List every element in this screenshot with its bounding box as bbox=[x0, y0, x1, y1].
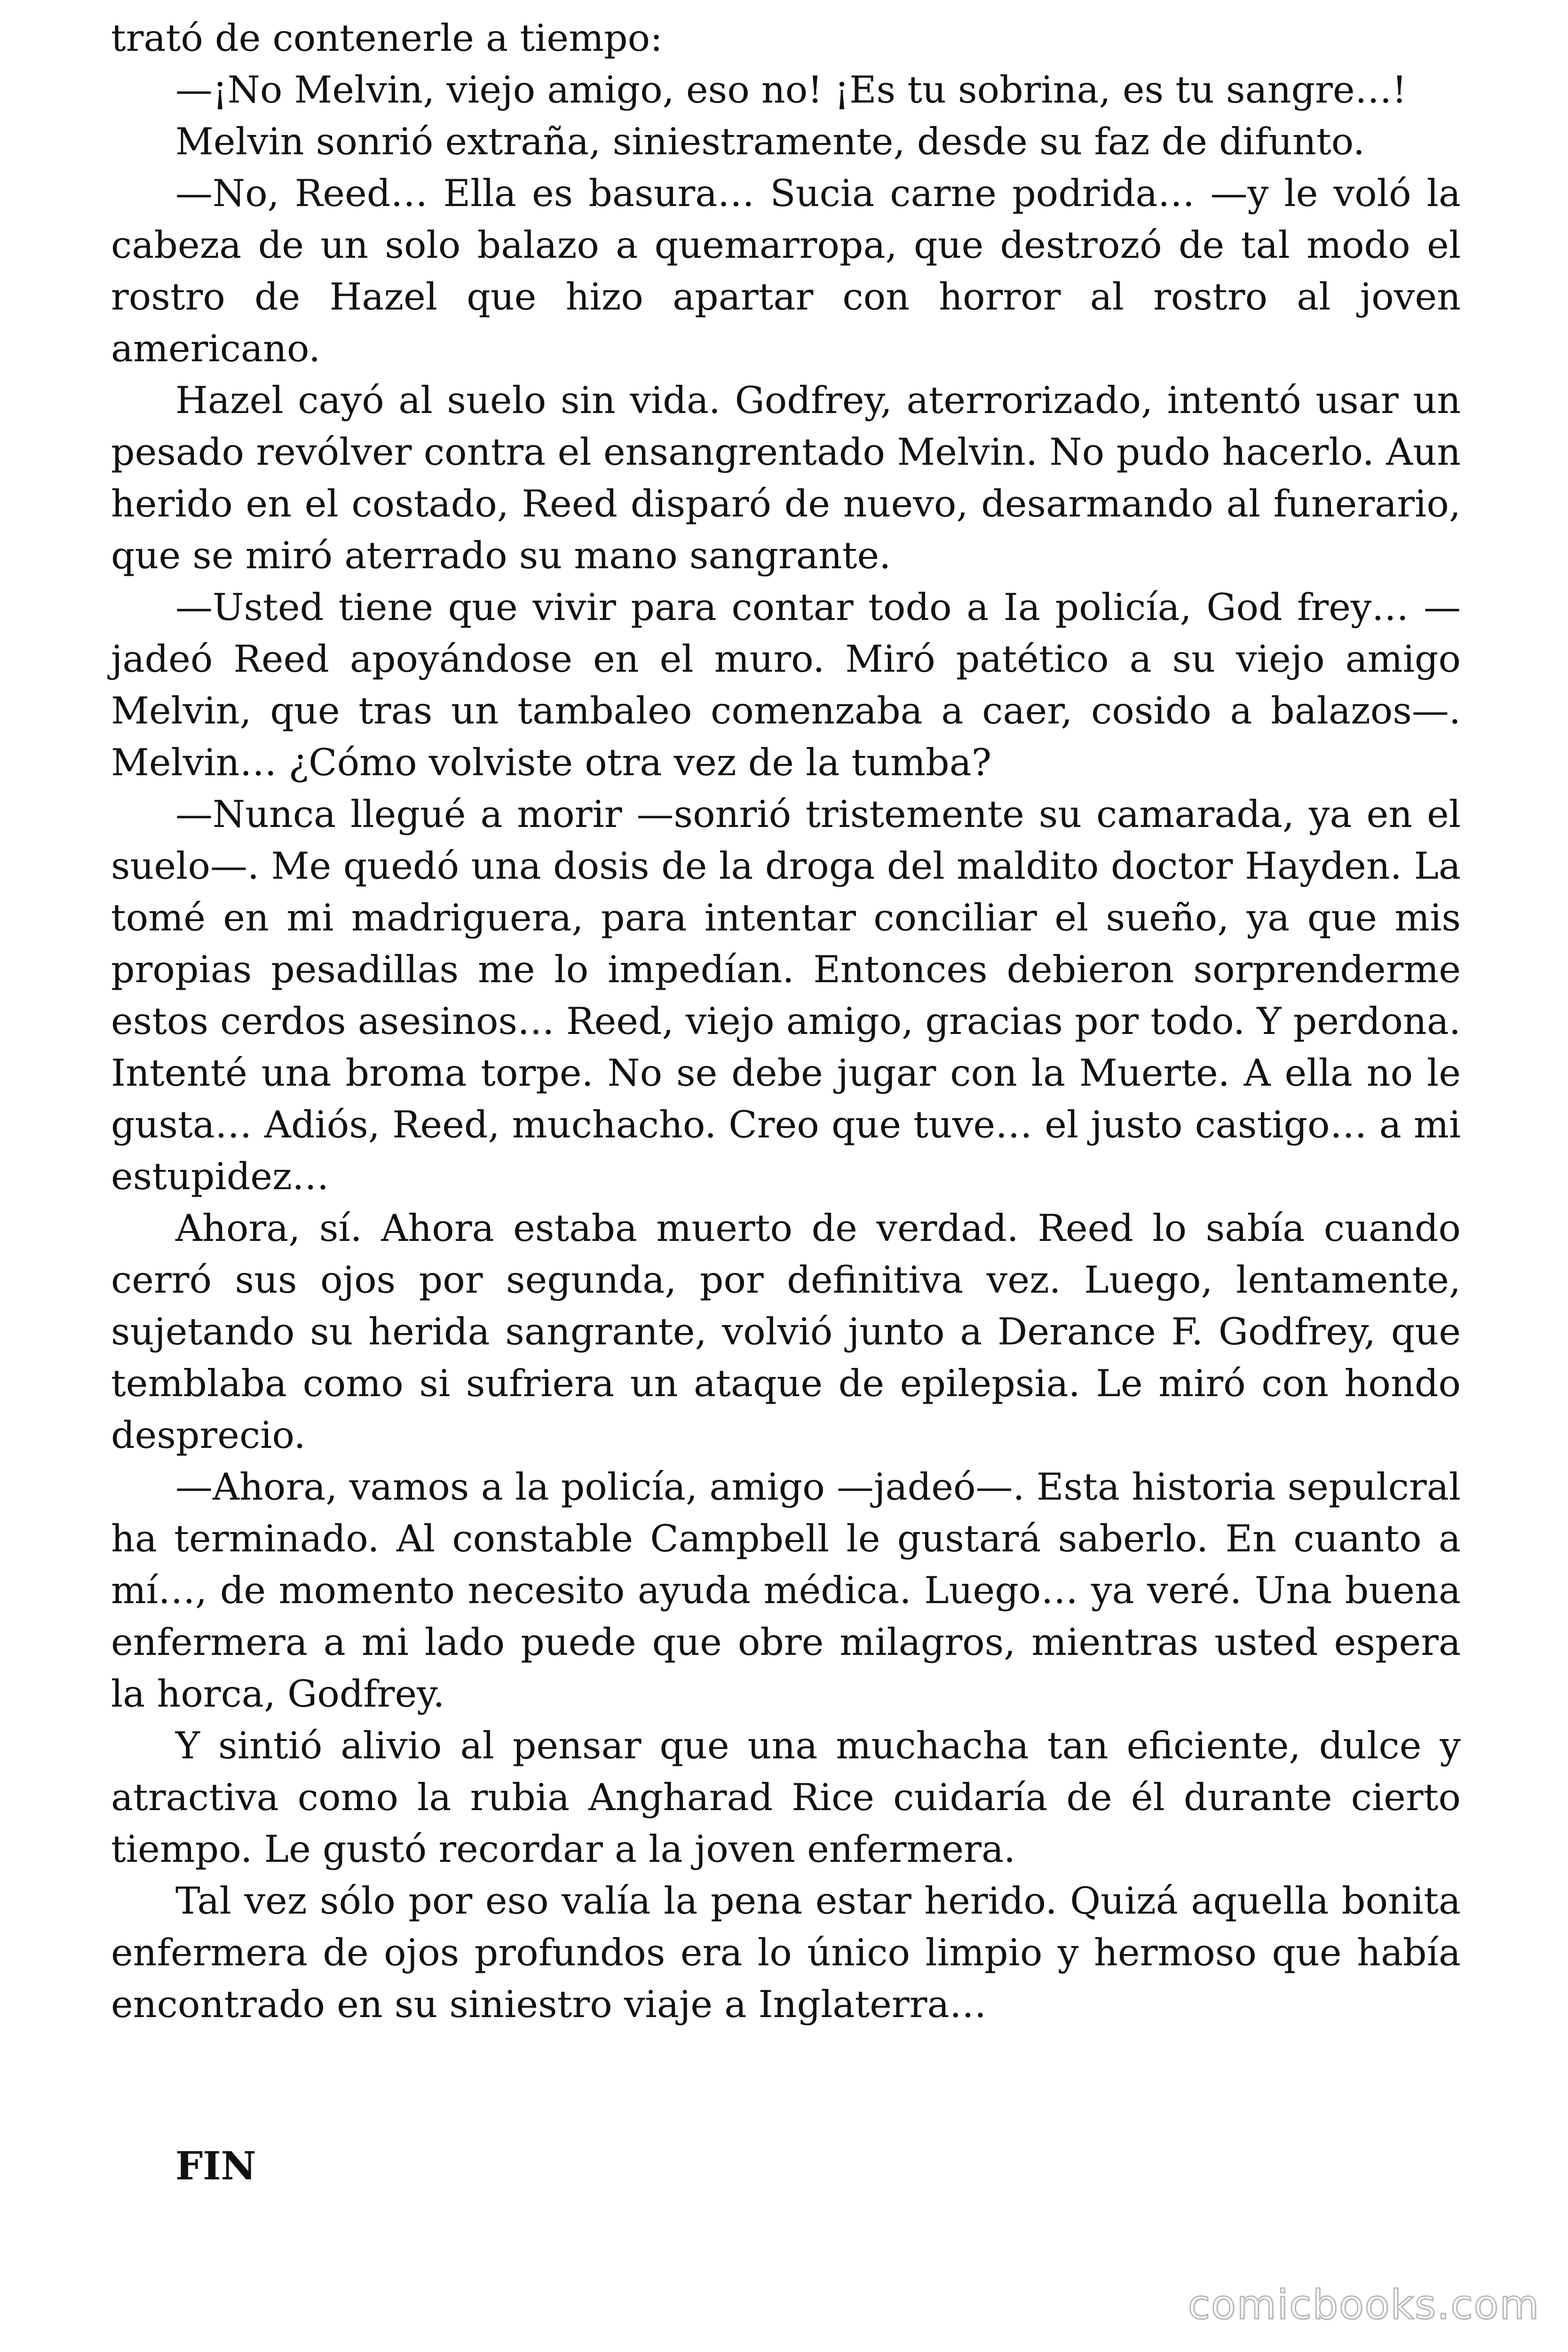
paragraph-5: Hazel cayó al suelo sin vida. Godfrey, aterrorizado, intentó usar un pesado revólver contra el ensangrentado Melvin. No pudo hacerlo. Aun herido en el costado, Reed disparó de nuevo, desarmando al funerario, que se miró aterrado su mano sangrante. bbox=[111, 379, 1461, 577]
paragraph-6: —Usted tiene que vivir para contar todo a Ia policía, God frey… —jadeó Reed apoyándose en el muro. Miró patético a su viejo amigo Melvin, que tras un tambaleo comenzaba a caer, cosido a balazos—. Melvin… ¿Cómo volviste otra vez de la tumba? bbox=[111, 586, 1461, 784]
watermark: comicbooks.com bbox=[1188, 2281, 1540, 2328]
paragraph-1: trató de contenerle a tiempo: bbox=[111, 16, 663, 60]
paragraph-2: —¡No Melvin, viejo amigo, eso no! ¡Es tu sobrina, es tu sangre…! bbox=[175, 68, 1407, 111]
paragraph-10: Y sintió alivio al pensar que una muchacha tan eficiente, dulce y atractiva como la rubia Angharad Rice cuidaría de él durante cierto tiempo. Le gustó recordar a la joven enfermera. bbox=[111, 1724, 1461, 1871]
paragraph-8: Ahora, sí. Ahora estaba muerto de verdad. Reed lo sabía cuando cerró sus ojos por segunda, por definitiva vez. Luego, lentamente, sujetando su herida sangrante, volvió junto a Derance F. Godfrey, que temblaba como si sufriera un ataque de epilepsia. Le miró con hondo desprecio. bbox=[111, 1207, 1461, 1457]
paragraph-4: —No, Reed… Ella es basura… Sucia carne podrida… —y le voló la cabeza de un solo balazo a quemarropa, que destrozó de tal modo el rostro de Hazel que hizo apartar con horror al rostro al joven americano. bbox=[111, 172, 1461, 370]
paragraph-9: —Ahora, vamos a la policía, amigo —jadeó—. Esta historia sepulcral ha terminado. Al constable Campbell le gustará saberlo. En cuanto a mí…, de momento necesito ayuda médica. Luego… ya veré. Una buena enfermera a mi lado puede que obre milagros, mientras usted espera la horca, Godfrey. bbox=[111, 1465, 1461, 1716]
paragraph-11: Tal vez sólo por eso valía la pena estar herido. Quizá aquella bonita enfermera de ojos profundos era lo único limpio y hermoso que había encontrado en su siniestro viaje a Inglaterra… bbox=[111, 1879, 1461, 2026]
paragraph-7: —Nunca llegué a morir —sonrió tristemente su camarada, ya en el suelo—. Me quedó una dosis de la droga del maldito doctor Hayden. La tomé en mi madriguera, para intentar conciliar el sueño, ya que mis propias pesadillas me lo impedían. Entonces debieron sorprenderme estos cerdos asesinos… Reed, viejo amigo, gracias por todo. Y perdona. Intenté una broma torpe. No se debe jugar con la Muerte. A ella no le gusta… Adiós, Reed, muchacho. Creo que tuve… el justo castigo… a mi estupidez… bbox=[111, 793, 1461, 1198]
end-mark: FIN bbox=[175, 2144, 256, 2189]
page-body bbox=[111, 12, 1461, 2030]
paragraph-3: Melvin sonrió extraña, siniestramente, desde su faz de difunto. bbox=[175, 120, 1365, 163]
